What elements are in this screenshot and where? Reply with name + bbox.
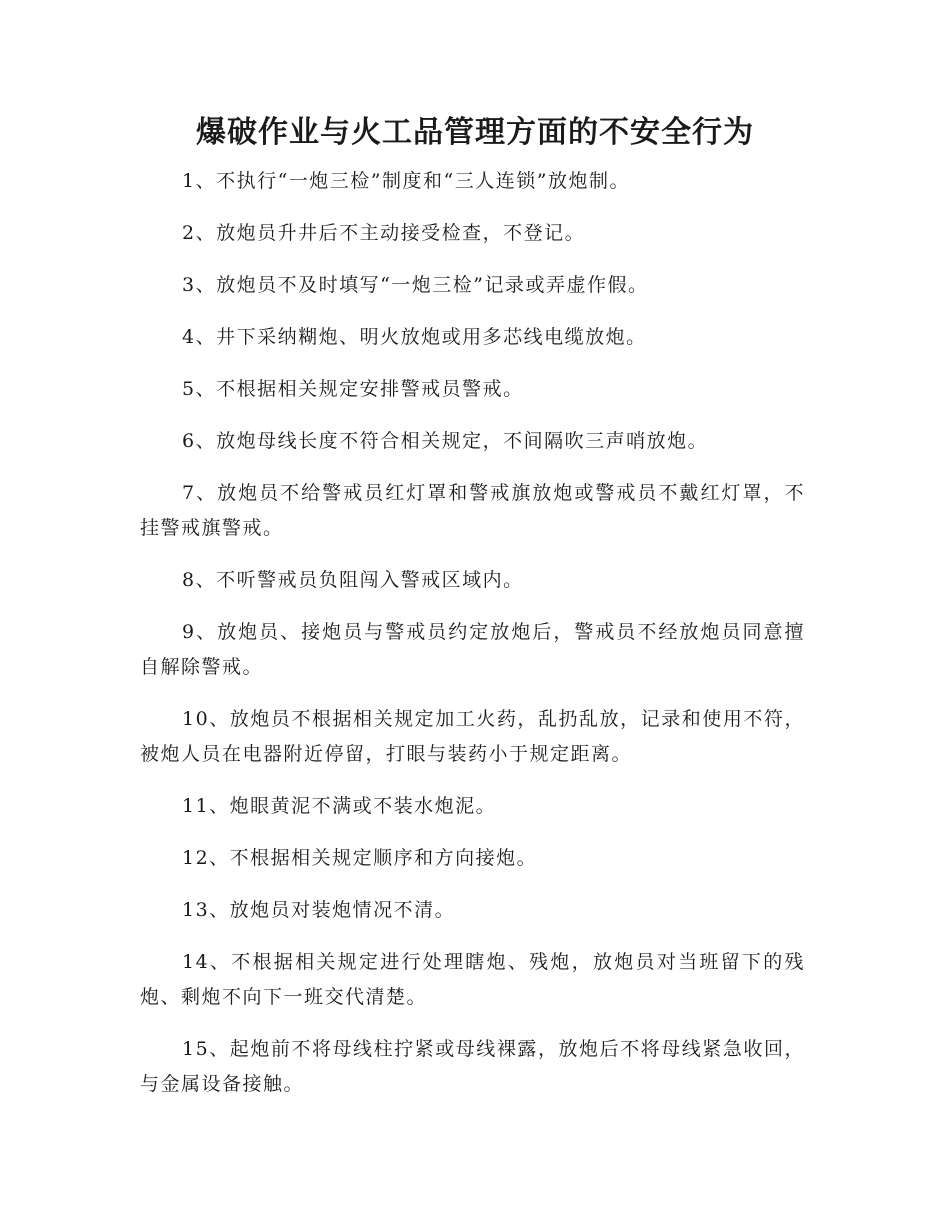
- list-item: 15、起炮前不将母线柱拧紧或母线裸露，放炮后不将母线紧急收回，与金属设备接触。: [140, 1038, 805, 1095]
- list-item: 11、炮眼黄泥不满或不装水炮泥。: [182, 795, 497, 817]
- list-item: 12、不根据相关规定顺序和方向接炮。: [182, 847, 538, 869]
- document-title: 爆破作业与火工品管理方面的不安全行为: [196, 115, 754, 150]
- list-item: 5、不根据相关规定安排警戒员警戒。: [182, 378, 524, 400]
- list-item: 9、放炮员、接炮员与警戒员约定放炮后，警戒员不经放炮员同意擅自解除警戒。: [140, 621, 805, 678]
- list-item: 1、不执行“一炮三检”制度和“三人连锁”放炮制。: [182, 170, 630, 192]
- list-item: 13、放炮员对装炮情况不清。: [182, 899, 456, 921]
- document-body: [140, 164, 805, 1119]
- list-item: 4、井下采纳糊炮、明火放炮或用多芯线电缆放炮。: [182, 326, 647, 348]
- list-item: 7、放炮员不给警戒员红灯罩和警戒旗放炮或警戒员不戴红灯罩，不挂警戒旗警戒。: [140, 482, 805, 539]
- list-item: 2、放炮员升井后不主动接受检查，不登记。: [182, 222, 586, 244]
- list-item: 14、不根据相关规定进行处理瞎炮、残炮，放炮员对当班留下的残炮、剩炮不向下一班交代清楚。: [140, 951, 805, 1008]
- list-item: 6、放炮母线长度不符合相关规定，不间隔吹三声哨放炮。: [182, 430, 709, 452]
- list-item: 10、放炮员不根据相关规定加工火药，乱扔乱放，记录和使用不符，被炮人员在电器附近停留，打眼与装药小于规定距离。: [140, 708, 805, 765]
- list-item: 3、放炮员不及时填写“一炮三检”记录或弄虚作假。: [182, 274, 649, 296]
- list-item: 8、不听警戒员负阻闯入警戒区域内。: [182, 569, 524, 591]
